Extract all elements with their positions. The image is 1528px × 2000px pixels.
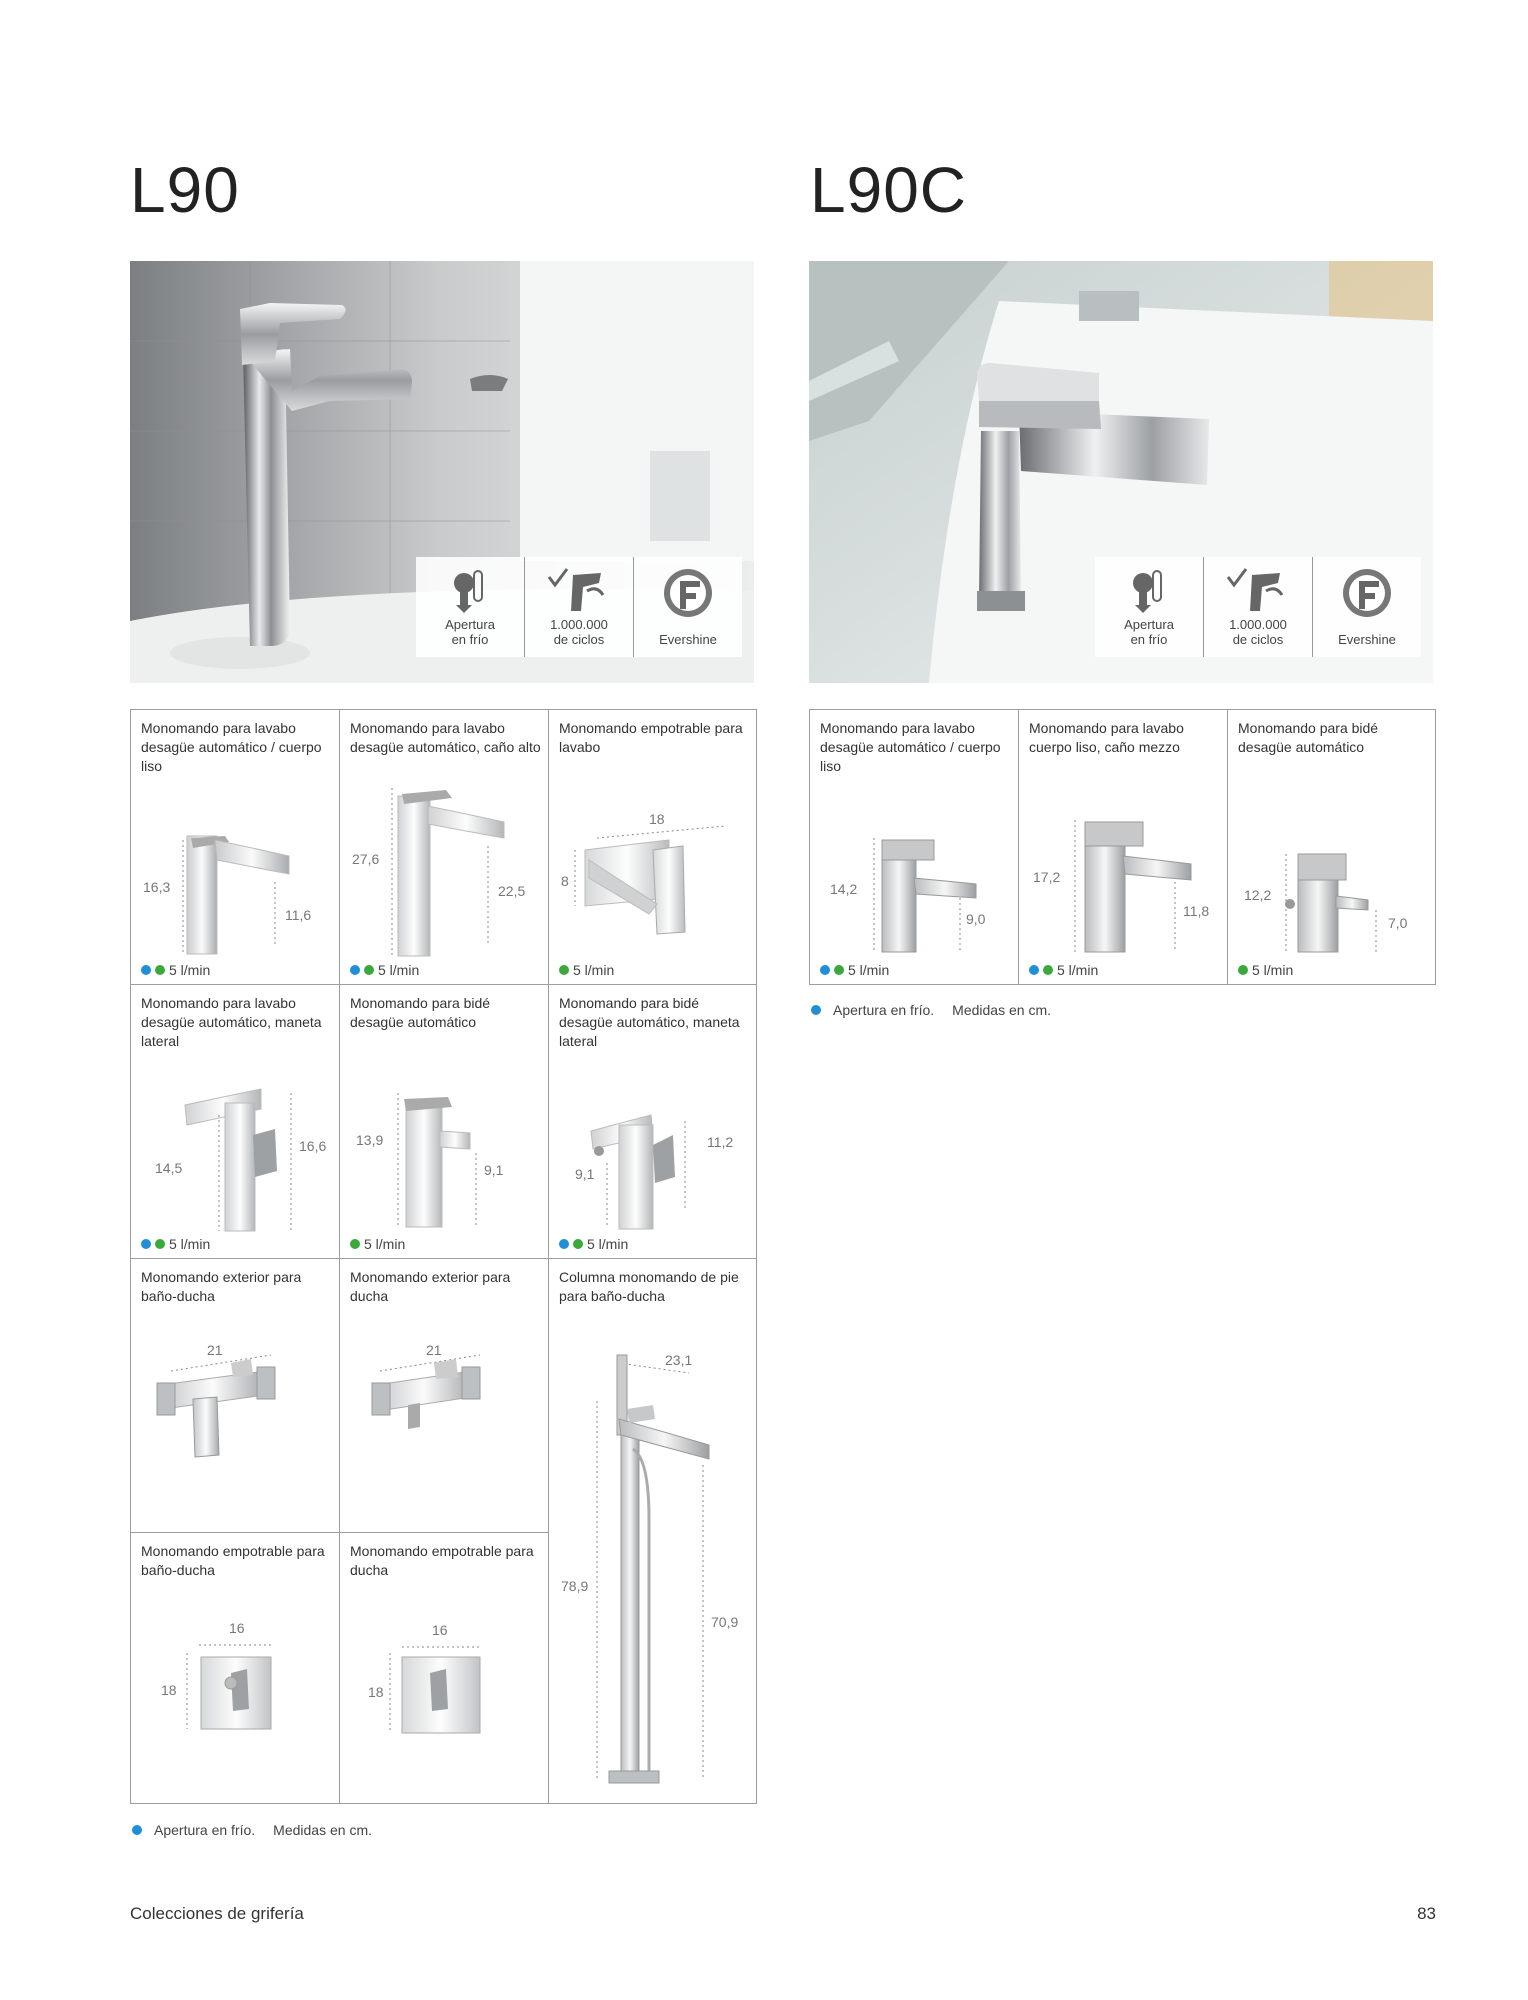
- badge-cold-opening: [416, 557, 525, 657]
- footer-section-label: Colecciones de grifería: [130, 1904, 304, 1923]
- flow-rate: [820, 962, 889, 978]
- flow-rate: [350, 1236, 405, 1252]
- dim-height: 78,9: [561, 1578, 589, 1594]
- product-title: Monomando para lavabo desagüe automático, caño alto: [350, 720, 541, 755]
- cold-opening-dot: [559, 1239, 569, 1249]
- product-cell: [340, 985, 549, 1259]
- product-title: Monomando para lavabo desagüe automático / cuerpo liso: [820, 720, 1001, 774]
- feature-badges-l90c: [1095, 557, 1421, 657]
- eco-dot: [155, 965, 165, 975]
- evershine-icon: [658, 567, 718, 619]
- note-cold: Apertura en frío.: [154, 1822, 256, 1838]
- product-title: Columna monomando de pie para baño-ducha: [559, 1269, 739, 1304]
- dim-spout: 14,5: [155, 1160, 183, 1176]
- product-title: Monomando para bidé desagüe automático, maneta lateral: [559, 995, 740, 1049]
- product-title: Monomando empotrable para baño-ducha: [141, 1543, 325, 1578]
- dim-height: 18: [161, 1682, 177, 1698]
- collection-title-l90: L90: [130, 154, 240, 226]
- dim-spout: 7,0: [1388, 915, 1408, 931]
- eco-dot: [834, 965, 844, 975]
- flow-label: 5 l/min: [169, 1236, 211, 1252]
- product-cell: [810, 710, 1019, 984]
- dim-height: 12,2: [1244, 887, 1272, 903]
- flow-label: 5 l/min: [364, 1236, 406, 1252]
- eco-dot: [350, 1239, 360, 1249]
- dim-spout: 11,6: [285, 907, 312, 923]
- evershine-icon: [1337, 567, 1397, 619]
- eco-dot: [1043, 965, 1053, 975]
- dim-width: 23,1: [665, 1352, 693, 1368]
- product-title: Monomando exterior para baño-ducha: [141, 1269, 302, 1304]
- cold-opening-dot: [141, 1239, 151, 1249]
- note-cold: Apertura en frío.: [833, 1002, 935, 1018]
- product-cell: [131, 1533, 340, 1804]
- cold-opening-dot: [141, 965, 151, 975]
- badge-label-evershine: Evershine: [1338, 632, 1396, 647]
- feature-badges-l90: [416, 557, 742, 657]
- flow-label: 5 l/min: [1057, 962, 1099, 978]
- dim-height: 11,2: [707, 1134, 734, 1150]
- dim-height: 16,3: [143, 879, 171, 895]
- badge-label-cycles: 1.000.000 de ciclos: [1229, 617, 1287, 647]
- product-cell: [131, 710, 340, 985]
- dim-spout: 9,1: [575, 1166, 595, 1182]
- dim-width: 16: [229, 1620, 245, 1636]
- cold-opening-dot: [811, 1005, 821, 1015]
- dim-width: 18: [649, 811, 665, 827]
- cold-opening-dot: [132, 1825, 142, 1835]
- footnote-l90: [132, 1822, 372, 1838]
- flow-rate: [141, 962, 210, 978]
- badge-cold-opening: [1095, 557, 1204, 657]
- eco-dot: [1238, 965, 1248, 975]
- product-title: Monomando exterior para ducha: [350, 1269, 511, 1304]
- dim-width: 21: [426, 1342, 442, 1358]
- eco-dot: [559, 965, 569, 975]
- dim-spout: 9,0: [966, 911, 986, 927]
- product-title: Monomando empotrable para lavabo: [559, 720, 743, 755]
- dim-spout: 11,8: [1183, 903, 1210, 919]
- flow-label: 5 l/min: [378, 962, 420, 978]
- flow-rate: [559, 962, 614, 978]
- cold-opening-dot: [1029, 965, 1039, 975]
- dim-height-spout: 70,9: [711, 1614, 739, 1630]
- product-title: Monomando para bidé desagüe automático: [1238, 720, 1379, 755]
- dim-height: 14,2: [830, 881, 858, 897]
- product-title: Monomando empotrable para ducha: [350, 1543, 534, 1578]
- badge-evershine: [1313, 557, 1421, 657]
- product-cell: [131, 985, 340, 1259]
- product-cell: [1228, 710, 1435, 984]
- product-title: Monomando para bidé desagüe automático: [350, 995, 491, 1030]
- hero-image-l90: [130, 261, 754, 683]
- flow-label: 5 l/min: [587, 1236, 629, 1252]
- flow-label: 5 l/min: [1252, 962, 1294, 978]
- dim-width: 16: [432, 1622, 448, 1638]
- dim-height: 16,6: [299, 1138, 327, 1154]
- eco-dot: [155, 1239, 165, 1249]
- dim-depth: 8: [561, 873, 569, 889]
- flow-rate: [1029, 962, 1098, 978]
- dim-spout: 9,1: [484, 1162, 504, 1178]
- collection-title-l90c: L90C: [810, 154, 967, 226]
- hero-image-l90c: [809, 261, 1433, 683]
- flow-rate: [559, 1236, 628, 1252]
- flow-label: 5 l/min: [848, 962, 890, 978]
- cold-opening-dot: [820, 965, 830, 975]
- product-title: Monomando para lavabo desagüe automático, maneta lateral: [141, 995, 322, 1049]
- product-cell: [549, 710, 757, 985]
- product-title: Monomando para lavabo desagüe automático / cuerpo liso: [141, 720, 322, 774]
- dim-height: 27,6: [352, 851, 380, 867]
- dim-height: 18: [368, 1684, 384, 1700]
- flow-label: 5 l/min: [573, 962, 615, 978]
- dim-height: 13,9: [356, 1132, 384, 1148]
- dim-height: 17,2: [1033, 869, 1061, 885]
- badge-label-cold: Apertura en frío: [1124, 617, 1174, 647]
- product-title: Monomando para lavabo cuerpo liso, caño mezzo: [1029, 720, 1184, 755]
- product-cell: [549, 1259, 757, 1804]
- product-grid-l90c: [809, 709, 1436, 985]
- flow-rate: [350, 962, 419, 978]
- badge-label-evershine: Evershine: [659, 632, 717, 647]
- flow-rate: [141, 1236, 210, 1252]
- eco-dot: [364, 965, 374, 975]
- product-cell: [340, 710, 549, 985]
- footnote-l90c: [811, 1002, 1051, 1018]
- note-units: Medidas en cm.: [273, 1822, 372, 1838]
- product-cell: [131, 1259, 340, 1533]
- flow-rate: [1238, 962, 1293, 978]
- dim-spout: 22,5: [498, 883, 526, 899]
- flow-label: 5 l/min: [169, 962, 211, 978]
- cycles-icon: [1226, 567, 1290, 615]
- product-cell: [549, 985, 757, 1259]
- badge-evershine: [634, 557, 742, 657]
- badge-cycles: [525, 557, 634, 657]
- product-cell: [340, 1533, 549, 1804]
- cycles-icon: [547, 567, 611, 615]
- dim-width: 21: [207, 1342, 223, 1358]
- eco-dot: [573, 1239, 583, 1249]
- page-number: 83: [1417, 1904, 1436, 1923]
- note-units: Medidas en cm.: [952, 1002, 1051, 1018]
- badge-cycles: [1204, 557, 1313, 657]
- product-grid-l90: [130, 709, 757, 1804]
- cold-opening-icon: [440, 567, 500, 615]
- badge-label-cycles: 1.000.000 de ciclos: [550, 617, 608, 647]
- product-cell: [340, 1259, 549, 1533]
- cold-opening-icon: [1119, 567, 1179, 615]
- product-cell: [1019, 710, 1228, 984]
- badge-label-cold: Apertura en frío: [445, 617, 495, 647]
- cold-opening-dot: [350, 965, 360, 975]
